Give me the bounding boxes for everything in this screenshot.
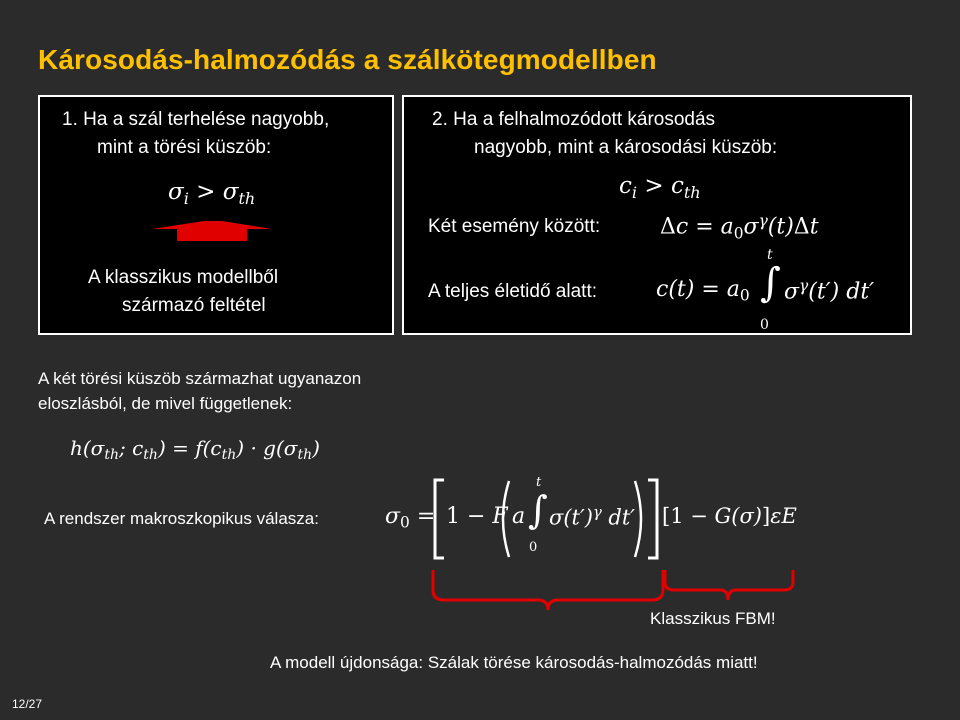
up-arrow-icon [152,215,272,247]
box1-item-line1: 1. Ha a szál terhelése nagyobb, [62,109,330,130]
a-coefficient: a [512,504,526,529]
classic-brace [662,568,802,604]
response-integral-lower: 0 [529,540,538,555]
lifetime-label: A teljes életidő alatt: [428,281,597,302]
damage-condition-box [402,95,912,335]
box1-footer-line1: A klasszikus modellből [88,267,279,288]
distribution-line2: eloszlásból, de mivel függetlenek: [38,394,293,413]
response-label: A rendszer makroszkopikus válasza: [44,509,319,528]
integral-upper-limit: t [767,247,773,263]
response-integrand: $\sigma(t')^\gamma$ dt′ [549,504,636,530]
delta-c-formula: $\Delta c = a_0\sigma^\gamma(t)\Delta t$ [660,212,819,243]
novelty-brace [430,568,670,612]
response-integral-upper: t [536,475,542,490]
joint-distribution-formula: $h(\sigma_{th}$; $c_{th}) = f(c_{th}) \cdot g(\sigma_{th})$ [70,436,320,464]
novelty-label: A modell újdonsága: Szálak törése károsodás-halmozódás miatt! [270,653,758,672]
box2-item-line1: 2. Ha a felhalmozódott károsodás [432,109,716,130]
integrand: $\sigma^\gamma(t')$ dt′ [784,277,875,305]
integral-lower-limit: 0 [760,317,769,333]
classic-fbm-label: Klasszikus FBM! [650,609,776,628]
distribution-line1: A két törési küszöb származhat ugyanazon [38,369,362,388]
c-i-gt-c-th: $c_i > c_{th}$ [619,173,701,202]
slide-title: Károsodás-halmozódás a szálkötegmodellben [38,44,657,75]
c-t-integral-formula: $c(t) = a_0$ [656,277,750,305]
classic-term: [1 − G(σ)]εE [662,504,797,528]
sigma0-formula: $\sigma_0$ = [385,504,436,532]
response-integral-sign: ∫ [528,488,548,532]
sigma-i-gt-sigma-th: $\sigma_i > \sigma_{th}$ [168,179,256,208]
box1-footer-line2: származó feltétel [122,295,266,316]
between-events-label: Két esemény között: [428,216,601,237]
classic-condition-box [38,95,394,335]
box2-item-line2: nagyobb, mint a károsodási küszöb: [474,137,778,158]
one-minus-F: 1 − F [446,504,508,529]
slide-number: 12/27 [12,697,43,711]
left-paren [496,478,512,560]
integral-sign: ∫ [760,260,781,306]
box1-item-line2: mint a törési küszöb: [97,137,272,158]
right-bracket [645,478,661,560]
